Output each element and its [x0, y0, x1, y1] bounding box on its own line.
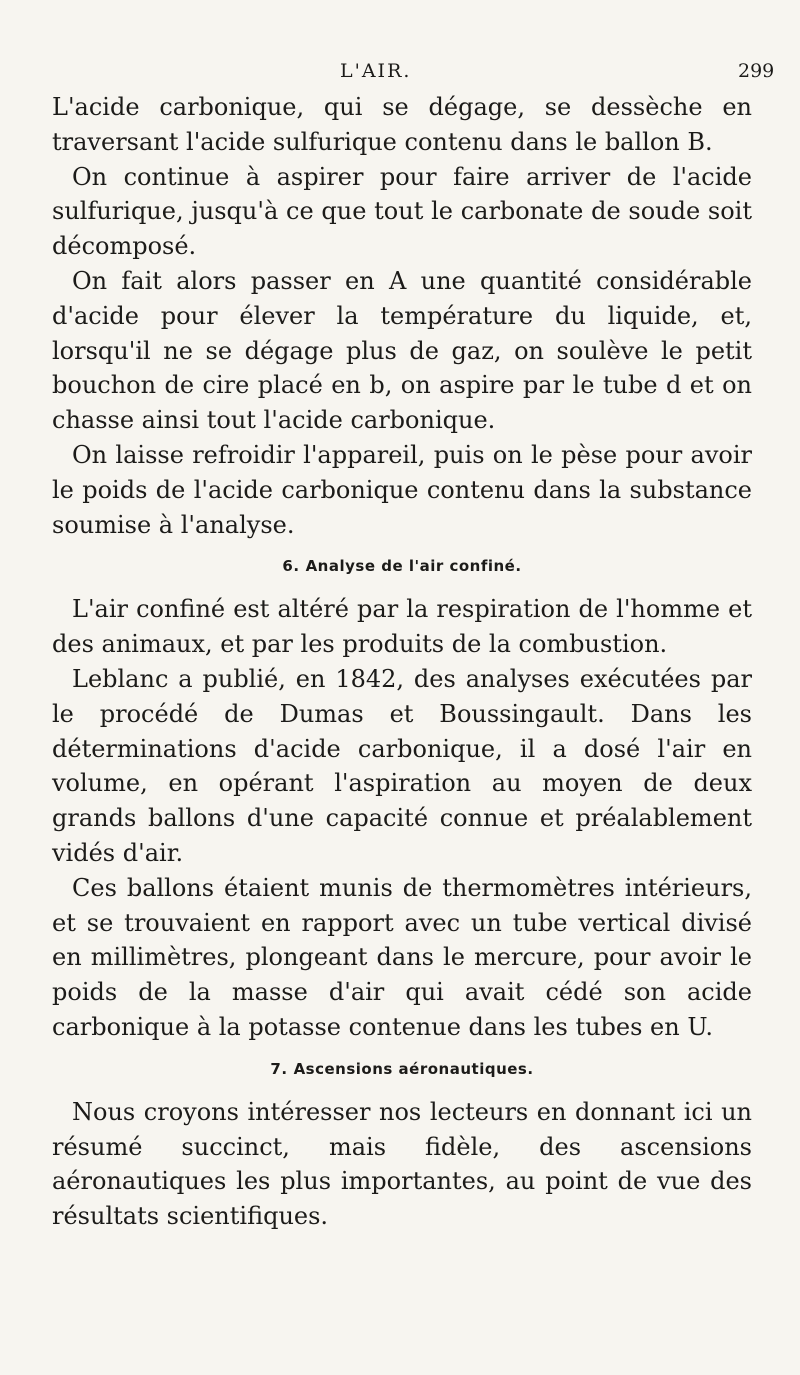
section-number: 6. — [282, 557, 300, 576]
paragraph: On laisse refroidir l'appareil, puis on le pèse pour avoir le poids de l'acide carbonique contenu dans la substance soumise à l'analyse. — [52, 440, 752, 539]
paragraph: Nous croyons intéresser nos lecteurs en donnant ici un résumé succinct, mais fidèle, des ascensions aéronautiques les plus importantes, au point de vue des résultats scientifiques. — [52, 1097, 752, 1231]
paragraph: Leblanc a publié, en 1842, des analyses exécutées par le procédé de Dumas et Boussingault. Dans les déterminations d'acide carbonique, il a dosé l'air en volume, en opérant l'aspiration au moyen de deux grands ballons d'une capacité connue et préalablement vidés d'air. — [52, 664, 752, 867]
section-title: Ascensions aéronautiques. — [293, 1059, 534, 1078]
section-heading-balloon-ascents — [52, 1059, 752, 1079]
running-title: L'AIR. — [340, 60, 412, 82]
paragraph: Ces ballons étaient munis de thermomètres intérieurs, et se trouvaient en rapport avec un tube vertical divisé en millimètres, plongeant dans le mercure, pour avoir le poids de la masse d'air qui avait cédé son acide carbonique à la potasse contenue dans les tubes en U. — [52, 873, 752, 1041]
paragraph: L'air confiné est altéré par la respiration de l'homme et des animaux, et par les produits de la combustion. — [52, 595, 752, 659]
paragraph: On continue à aspirer pour faire arriver de l'acide sulfurique, jusqu'à ce que tout le carbonate de soude soit décomposé. — [52, 162, 752, 261]
section-heading-confined-air — [52, 556, 752, 576]
section-title: Analyse de l'air confiné. — [305, 557, 522, 576]
page-number: 299 — [738, 60, 775, 82]
body-text — [52, 90, 752, 1234]
paragraph: On fait alors passer en A une quantité considérable d'acide pour élever la température du liquide, et, lorsqu'il ne se dégage plus de gaz, on soulève le petit bouchon de cire placé en b, on aspire par le tube d et on chasse ainsi tout l'acide carbonique. — [52, 266, 752, 435]
paragraph-continued: L'acide carbonique, qui se dégage, se dessèche en traversant l'acide sulfurique contenu dans le ballon B. — [52, 93, 752, 156]
section-number: 7. — [270, 1059, 288, 1078]
running-head — [0, 60, 800, 88]
